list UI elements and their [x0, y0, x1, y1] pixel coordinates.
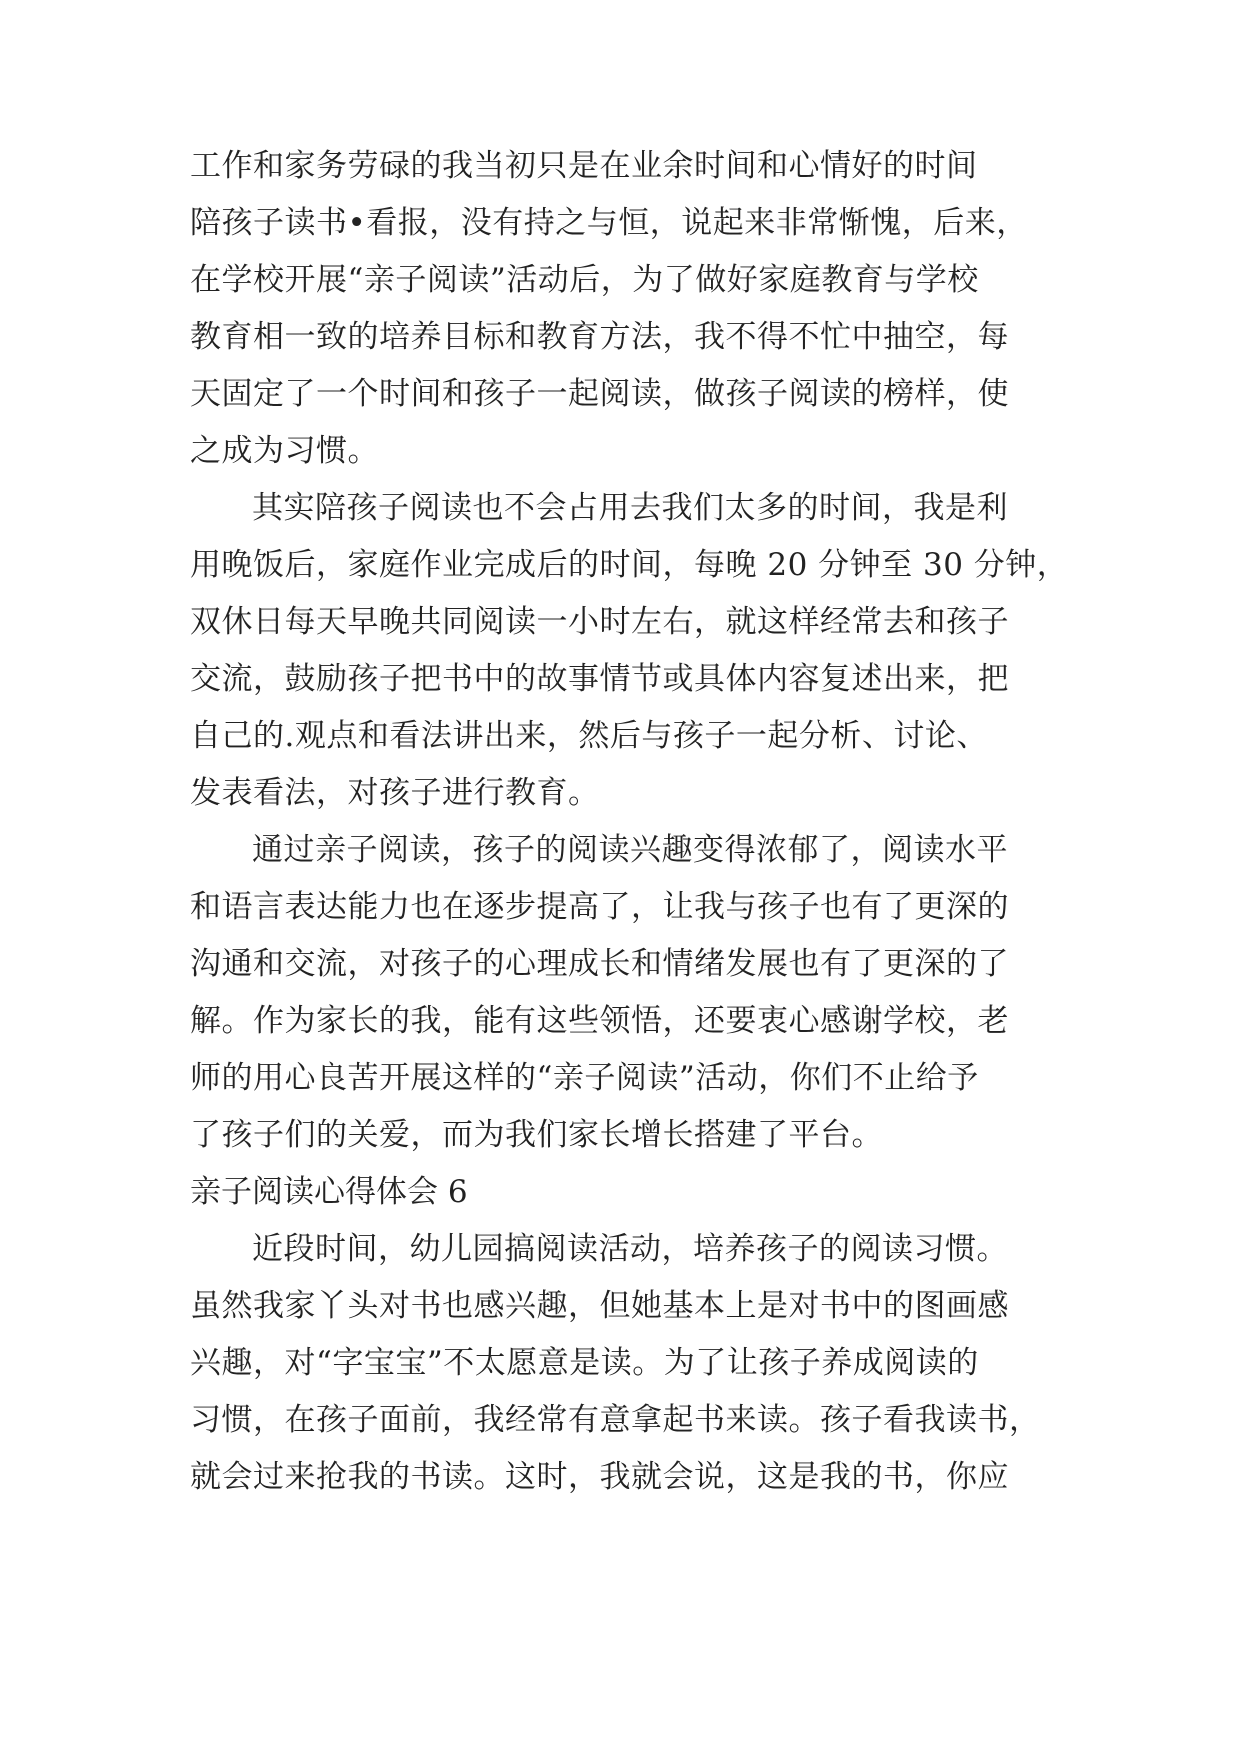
paragraph-line: 兴趣，对“字宝宝”不太愿意是读。为了让孩子养成阅读的: [190, 1345, 979, 1381]
paragraph-line: 在学校开展“亲子阅读”活动后，为了做好家庭教育与学校: [190, 262, 979, 298]
paragraph-line: 沟通和交流，对孩子的心理成长和情绪发展也有了更深的了: [190, 946, 1009, 982]
paragraph-line: 就会过来抢我的书读。这时，我就会说，这是我的书，你应: [190, 1459, 1009, 1495]
paragraph-line: 教育相一致的培养目标和教育方法，我不得不忙中抽空，每: [190, 319, 1009, 355]
paragraph-line: 工作和家务劳碌的我当初只是在业余时间和心情好的时间: [190, 148, 978, 184]
paragraph-line: 交流，鼓励孩子把书中的故事情节或具体内容复述出来，把: [190, 661, 1009, 697]
paragraph-line: 了孩子们的关爱，而为我们家长增长搭建了平台。: [190, 1117, 883, 1153]
paragraph-line: 双休日每天早晚共同阅读一小时左右，就这样经常去和孩子: [190, 604, 1009, 640]
paragraph-line: 之成为习惯。: [190, 433, 379, 469]
paragraph-line: 自己的.观点和看法讲出来，然后与孩子一起分析、讨论、: [190, 718, 988, 754]
paragraph-line: 和语言表达能力也在逐步提高了，让我与孩子也有了更深的: [190, 889, 1009, 925]
paragraph-line: 天固定了一个时间和孩子一起阅读，做孩子阅读的榜样，使: [190, 376, 1009, 412]
section-heading: 亲子阅读心得体会 6: [190, 1174, 468, 1210]
paragraph-line: 师的用心良苦开展这样的“亲子阅读”活动，你们不止给予: [190, 1060, 979, 1096]
paragraph-line: 通过亲子阅读，孩子的阅读兴趣变得浓郁了，阅读水平: [252, 832, 1008, 868]
paragraph-line: 其实陪孩子阅读也不会占用去我们太多的时间，我是利: [252, 490, 1008, 526]
paragraph-line: 发表看法，对孩子进行教育。: [190, 775, 600, 811]
paragraph-line: 近段时间，幼儿园搞阅读活动，培养孩子的阅读习惯。: [252, 1231, 1008, 1267]
paragraph-line: 陪孩子读书•看报，没有持之与恒，说起来非常惭愧，后来，: [190, 205, 1028, 241]
paragraph-line: 虽然我家丫头对书也感兴趣，但她基本上是对书中的图画感: [190, 1288, 1009, 1324]
paragraph-line: 习惯，在孩子面前，我经常有意拿起书来读。孩子看我读书，: [190, 1402, 1041, 1438]
paragraph-line: 用晚饭后，家庭作业完成后的时间，每晚 20 分钟至 30 分钟，: [190, 547, 1069, 583]
paragraph-line: 解。作为家长的我，能有这些领悟，还要衷心感谢学校，老: [190, 1003, 1009, 1039]
